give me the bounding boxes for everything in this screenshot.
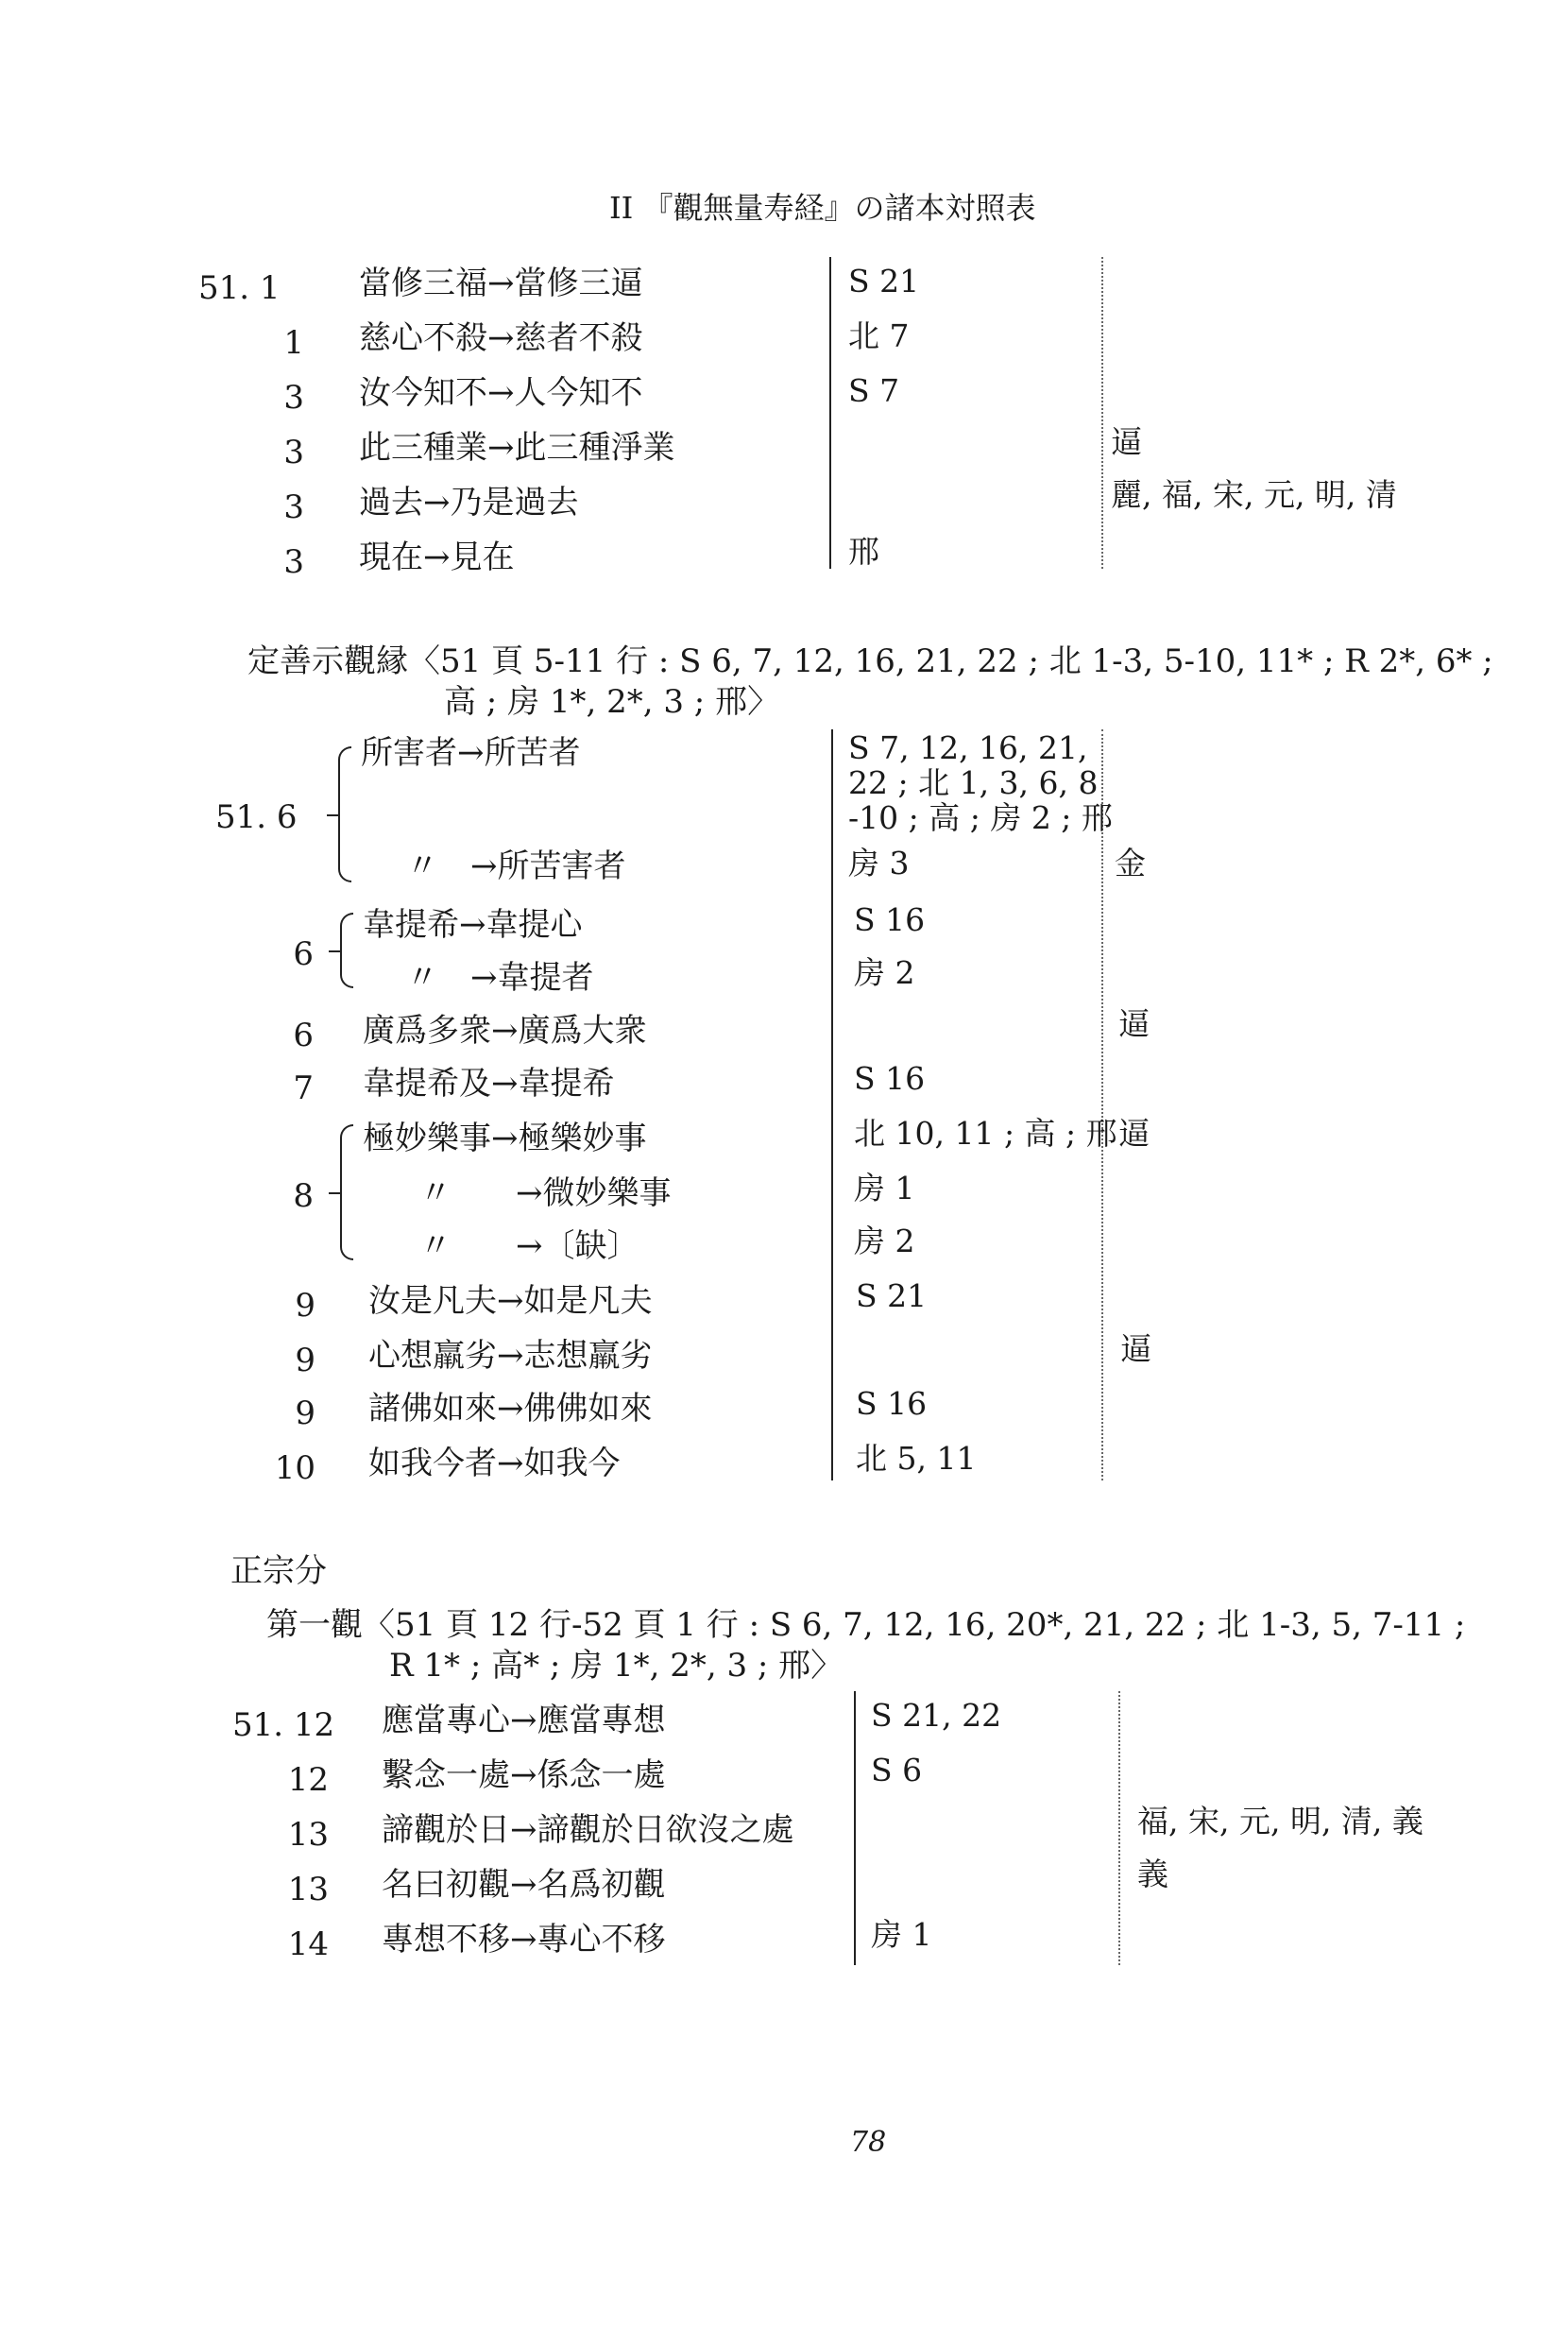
variant-text: 極妙樂事→極樂妙事	[363, 1120, 647, 1157]
variant-text: 諸佛如來→佛佛如來	[368, 1390, 653, 1428]
witness-list: 北 5, 11	[856, 1440, 977, 1477]
witness-list: 房 2	[854, 954, 915, 991]
line-ref: 14	[287, 1925, 329, 1963]
variant-text: 〃 →韋提者	[406, 959, 594, 997]
variant-text: 名曰初觀→名爲初觀	[382, 1866, 666, 1904]
variant-text: 韋提希及→韋提希	[363, 1065, 615, 1103]
variant-text: 〃 →微妙樂事	[419, 1174, 672, 1212]
witness-list: S 21, 22	[871, 1697, 1002, 1734]
witness-list: 房 3	[848, 845, 910, 881]
variant-text: 慈心不殺→慈者不殺	[359, 319, 643, 357]
edition-list: 逼	[1111, 423, 1142, 460]
variant-text: 心想羸劣→志想羸劣	[368, 1337, 653, 1375]
column-rule-dotted	[1101, 729, 1103, 1480]
variant-text: 廣爲多衆→廣爲大衆	[363, 1012, 647, 1050]
line-ref: 3	[283, 543, 304, 581]
edition-list: 逼	[1118, 1005, 1150, 1042]
section-heading: 第一觀〈51 頁 12 行-52 頁 1 行 : S 6, 7, 12, 16, 20*, 21, 22 ; 北 1-3, 5, 7-11 ;	[266, 1606, 1466, 1644]
section-heading-cont: 高 ; 房 1*, 2*, 3 ; 邢〉	[444, 683, 780, 721]
variant-text: 此三種業→此三種淨業	[359, 429, 675, 467]
variant-text: 過去→乃是過去	[359, 484, 579, 522]
line-ref: 13	[287, 1871, 329, 1908]
variant-text: 應當專心→應當專想	[382, 1702, 666, 1739]
witness-list: S 16	[856, 1385, 928, 1422]
section-heading: 定善示觀縁〈51 頁 5-11 行 : S 6, 7, 12, 16, 21, 22 ; 北 1-3, 5-10, 11* ; R 2*, 6* ;	[247, 642, 1493, 680]
line-ref: 9	[295, 1394, 315, 1432]
variant-text: 韋提希→韋提心	[363, 906, 583, 944]
line-ref: 3	[283, 488, 304, 526]
variant-text: 如我今者→如我今	[368, 1445, 621, 1482]
edition-list: 逼	[1118, 1115, 1150, 1152]
edition-list: 麗, 福, 宋, 元, 明, 清	[1111, 476, 1397, 513]
edition-list: 義	[1137, 1856, 1168, 1892]
variant-text: 所害者→所苦者	[361, 734, 581, 772]
variant-text: 〃 →〔缺〕	[419, 1227, 639, 1265]
witness-list: S 16	[854, 1060, 926, 1097]
witness-list: 房 1	[854, 1170, 915, 1206]
line-ref: 51. 12	[232, 1706, 335, 1744]
witness-list: S 7, 12, 16, 21, 22 ; 北 1, 3, 6, 8 -10 ; 高 ; 房 2 ; 邢	[848, 729, 1113, 836]
running-header: II 『觀無量寿経』の諸本対照表	[609, 190, 1036, 226]
edition-list: 金	[1115, 845, 1146, 881]
line-ref: 9	[295, 1342, 315, 1379]
line-ref: 12	[287, 1761, 329, 1799]
witness-list: 房 1	[871, 1916, 932, 1953]
witness-list: S 16	[854, 901, 926, 938]
edition-list: 逼	[1120, 1330, 1151, 1367]
brace	[340, 1124, 353, 1260]
page-number: 78	[850, 2126, 887, 2159]
column-rule-dotted	[1118, 1691, 1120, 1965]
witness-list: 房 2	[854, 1223, 915, 1259]
variant-text: 繫念一處→係念一處	[382, 1756, 666, 1794]
variant-text: 〃 →所苦害者	[406, 847, 626, 885]
witness-list: S 21	[848, 263, 920, 299]
line-ref: 3	[283, 434, 304, 471]
witness-list: 北 7	[848, 317, 910, 354]
line-ref: 10	[274, 1449, 315, 1487]
brace	[338, 746, 351, 882]
variant-text: 現在→見在	[359, 539, 515, 576]
variant-text: 諦觀於日→諦觀於日欲沒之處	[382, 1811, 794, 1849]
line-ref: 7	[293, 1069, 314, 1107]
brace	[340, 913, 353, 988]
line-ref: 6	[293, 1017, 314, 1054]
variant-text: 汝是凡夫→如是凡夫	[368, 1282, 653, 1320]
line-ref: 9	[295, 1287, 315, 1325]
line-ref: 3	[283, 379, 304, 417]
section-title: 正宗分	[230, 1552, 327, 1590]
witness-list: 邢	[848, 533, 879, 570]
witness-list: S 6	[871, 1752, 923, 1788]
witness-list: S 7	[848, 372, 900, 409]
line-ref: 8	[293, 1177, 314, 1215]
variant-text: 專想不移→專心不移	[382, 1921, 666, 1959]
line-ref: 51. 1	[198, 269, 281, 307]
witness-list: S 21	[856, 1277, 928, 1314]
witness-list: 北 10, 11 ; 高 ; 邢	[854, 1115, 1117, 1152]
line-ref: 1	[283, 324, 304, 362]
column-rule	[829, 257, 831, 569]
column-rule	[831, 729, 833, 1480]
column-rule	[854, 1691, 856, 1965]
column-rule-dotted	[1101, 257, 1103, 569]
line-ref: 6	[293, 935, 314, 973]
variant-text: 汝今知不→人今知不	[359, 374, 643, 412]
variant-text: 當修三福→當修三逼	[359, 265, 643, 302]
section-heading-cont: R 1* ; 高* ; 房 1*, 2*, 3 ; 邢〉	[389, 1647, 844, 1685]
line-ref: 51. 6	[215, 798, 298, 836]
edition-list: 福, 宋, 元, 明, 清, 義	[1137, 1803, 1423, 1839]
line-ref: 13	[287, 1816, 329, 1854]
